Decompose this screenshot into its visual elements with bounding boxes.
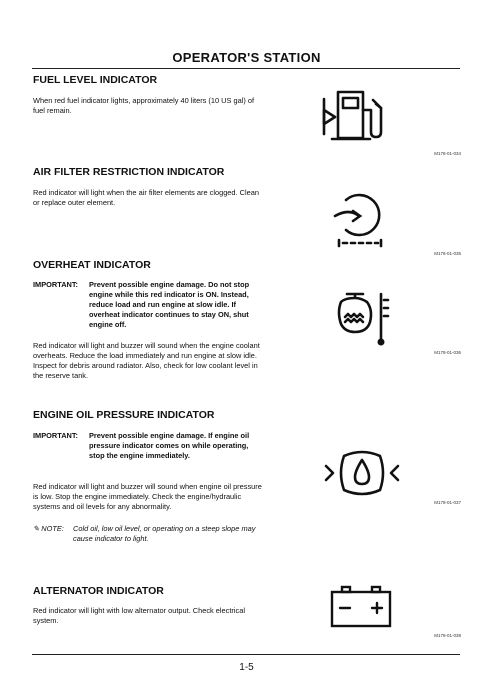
section-title-oil-pressure: ENGINE OIL PRESSURE INDICATOR: [33, 409, 215, 421]
important-notice-overheat: [33, 280, 268, 330]
important-text: Prevent possible engine damage. If engine oil pressure indicator comes on while operating, stop the engine immediately.: [89, 431, 250, 460]
note-label: [33, 524, 73, 534]
section-title-alternator: ALTERNATOR INDICATOR: [33, 585, 164, 597]
coolant-temperature-icon: [333, 288, 393, 350]
footer-rule: [32, 654, 460, 655]
note-text: Cold oil, low oil level, or operating on a steep slope may cause indicator to light.: [73, 524, 256, 543]
figure-code-alternator: M178-01-038: [434, 633, 461, 638]
important-text: Prevent possible engine damage. Do not stop engine while this red indicator is ON. Instead, reduce load and run engine at slow idle. If overheat indicator continues to stay ON, shut engine off.: [89, 280, 250, 329]
note-label-text: NOTE:: [41, 524, 64, 533]
section-body-oil-pressure: Red indicator will light and buzzer will sound when engine oil pressure is low. Stop the engine immediately. Check the engine/hydraulic systems and oil levels for any abnormality.: [33, 482, 262, 511]
figure-code-fuel: M178-01-034: [434, 151, 461, 156]
note-oil-pressure: [33, 524, 273, 544]
header-rule: [32, 68, 460, 69]
section-title-fuel: FUEL LEVEL INDICATOR: [33, 74, 158, 86]
section-title-overheat: OVERHEAT INDICATOR: [33, 259, 151, 271]
section-body-overheat: Red indicator will light and buzzer will sound when the engine coolant overheats. Reduce the load immediately and run engine at slow idle. Inspect for debris around radiator. Also, check for low coolant level in the reserve tank.: [33, 341, 260, 380]
air-filter-icon: [333, 190, 389, 250]
section-body-air-filter: Red indicator will light when the air filter elements are clogged. Clean or replace outer element.: [33, 188, 259, 207]
fuel-pump-icon: [318, 86, 402, 146]
page-number: 1-5: [239, 662, 254, 673]
section-body-alternator: Red indicator will light with low alternator output. Check electrical system.: [33, 606, 245, 625]
battery-icon: [328, 584, 394, 630]
page-title: OPERATOR'S STATION: [172, 50, 321, 65]
important-label: IMPORTANT:: [33, 280, 79, 289]
figure-code-air-filter: M178-01-035: [434, 251, 461, 256]
oil-pressure-icon: [322, 446, 402, 500]
section-title-air-filter: AIR FILTER RESTRICTION INDICATOR: [33, 166, 225, 178]
figure-code-overheat: M178-01-036: [434, 350, 461, 355]
figure-code-oil-pressure: M178-01-037: [434, 500, 461, 505]
important-label: IMPORTANT:: [33, 431, 79, 440]
section-body-fuel: When red fuel indicator lights, approximately 40 liters (10 US gal) of fuel remain.: [33, 96, 255, 115]
pencil-icon: ✎: [33, 524, 40, 533]
important-notice-oil-pressure: [33, 431, 268, 461]
